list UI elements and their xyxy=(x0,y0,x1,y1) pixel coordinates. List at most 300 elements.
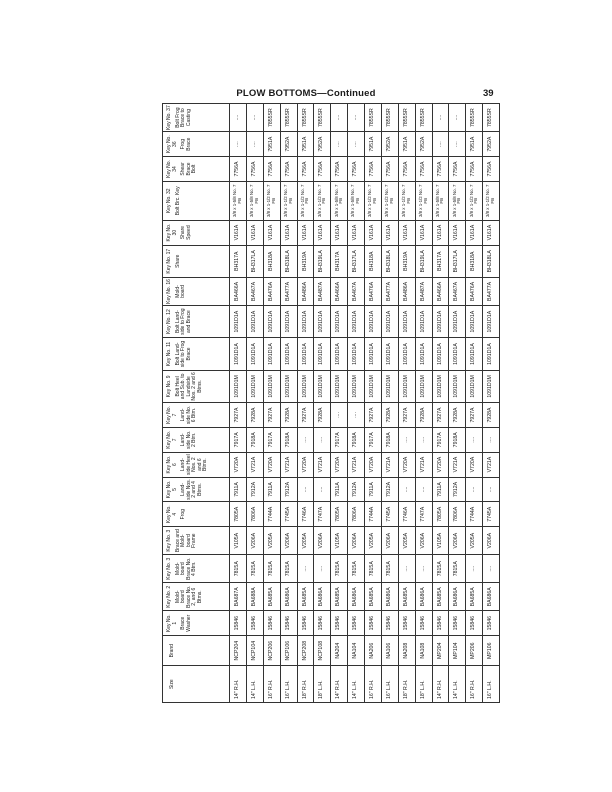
table-row xyxy=(398,104,415,703)
table-row xyxy=(365,104,382,703)
table-cell: NA104 xyxy=(348,636,365,666)
table-cell: V206A xyxy=(280,527,297,555)
table-cell: BA685A xyxy=(263,583,280,611)
table-cell: V720A xyxy=(365,452,382,477)
table-cell: 16" L.H. xyxy=(280,666,297,703)
table-cell: 7744A xyxy=(263,502,280,527)
table-cell: 7918A xyxy=(246,427,263,452)
table-cell: 1091D1M xyxy=(381,370,398,402)
table-cell: 7855SR xyxy=(381,104,398,132)
table-cell: V720A xyxy=(230,452,247,477)
table-cell: 7855SR xyxy=(398,104,415,132)
column-key-label: Key No. 7 xyxy=(166,430,178,449)
table-cell: BH317A xyxy=(331,245,348,277)
table-cell: 7745A xyxy=(483,502,500,527)
table-row xyxy=(432,104,449,703)
table-cell: 7756A xyxy=(314,157,331,182)
table-cell: 7951A xyxy=(297,132,314,157)
table-cell: V161A xyxy=(415,220,432,245)
column-description-label: Size xyxy=(169,679,175,690)
table-cell: BA476A xyxy=(365,277,382,305)
table-cell: 7912A xyxy=(246,477,263,502)
table-cell: 7756A xyxy=(398,157,415,182)
table-cell: 7745A xyxy=(381,502,398,527)
table-cell: 1091D1M xyxy=(314,370,331,402)
table-cell: 7952A xyxy=(381,132,398,157)
table-cell: 1091D1A xyxy=(314,305,331,337)
column-description-label: Land-side Nos. 2 and 4 Btms. xyxy=(180,479,203,500)
table-cell: 7815A xyxy=(348,555,365,583)
column-description-label: Bolt Heel and Sub. to Landside Nos. 2 and 6 Btms. xyxy=(174,372,203,401)
table-cell: 1091D1A xyxy=(398,305,415,337)
table-cell: 1091D1A xyxy=(483,305,500,337)
table-cell: V721A xyxy=(280,452,297,477)
column-header xyxy=(163,452,230,477)
table-cell: 7744A xyxy=(365,502,382,527)
table-cell: 3/8 x 1-1/2 No. 7 FB xyxy=(381,181,398,220)
table-cell: 3/8 x 1-1/2 No. 7 FB xyxy=(415,181,432,220)
table-cell: 15846 xyxy=(466,611,483,636)
table-cell: .... xyxy=(432,132,449,157)
column-header xyxy=(163,338,230,370)
table-cell: BH317LA xyxy=(246,245,263,277)
table-cell: .... xyxy=(246,132,263,157)
table-cell: V205A xyxy=(297,527,314,555)
table-cell: 1091D1M xyxy=(466,370,483,402)
table-cell: 1091D1A xyxy=(297,338,314,370)
table-cell: .... xyxy=(466,477,483,502)
table-cell: 7912A xyxy=(449,477,466,502)
table-cell: 18" R.H. xyxy=(297,666,314,703)
table-cell: .... xyxy=(230,104,247,132)
table-cell: 7952A xyxy=(280,132,297,157)
table-cell: 15846 xyxy=(297,611,314,636)
table-cell: .... xyxy=(398,427,415,452)
column-description-label: Shear Brace Bolt xyxy=(180,162,197,176)
table-cell: 3/8 x 1-5/8 No. 7 FB xyxy=(331,181,348,220)
table-cell: 15846 xyxy=(348,611,365,636)
table-cell: 7917A xyxy=(331,427,348,452)
table-cell: .... xyxy=(432,104,449,132)
table-cell: 1091D1A xyxy=(432,305,449,337)
table-cell: MP106 xyxy=(483,636,500,666)
table-cell: 7951A xyxy=(365,132,382,157)
table-cell: .... xyxy=(230,132,247,157)
table-cell: BA686A xyxy=(314,583,331,611)
column-header xyxy=(163,502,230,527)
table-cell: .... xyxy=(483,427,500,452)
table-cell: 18" R.H. xyxy=(398,666,415,703)
table-cell: BA685A xyxy=(365,583,382,611)
table-cell: BA486A xyxy=(297,277,314,305)
table-cell: 15846 xyxy=(246,611,263,636)
table-cell: .... xyxy=(466,427,483,452)
table-cell: 1091D1A xyxy=(348,338,365,370)
table-cell: V161A xyxy=(432,220,449,245)
table-cell: 7928A xyxy=(314,403,331,428)
table-row xyxy=(297,104,314,703)
column-key-label: Key No. 12 xyxy=(166,309,172,335)
table-cell: 1091D1A xyxy=(280,338,297,370)
table-cell: 15846 xyxy=(280,611,297,636)
table-cell: 1091D1M xyxy=(415,370,432,402)
column-key-label: Key No. 7 xyxy=(166,406,178,424)
table-cell: .... xyxy=(314,555,331,583)
table-cell: .... xyxy=(314,477,331,502)
table-cell: 7855SR xyxy=(263,104,280,132)
table-cell: 3/8 x 1-5/8 No. 7 FB xyxy=(449,181,466,220)
table-cell: 14" L.H. xyxy=(449,666,466,703)
table-cell: V161A xyxy=(348,220,365,245)
table-cell: 1091D1A xyxy=(331,338,348,370)
table-cell: 7927A xyxy=(365,403,382,428)
table-cell: 14" R.H. xyxy=(331,666,348,703)
table-cell: 7952A xyxy=(483,132,500,157)
column-header xyxy=(163,370,230,402)
column-header xyxy=(163,132,230,157)
table-cell: 15846 xyxy=(230,611,247,636)
table-cell: V720A xyxy=(331,452,348,477)
table-cell: 7756A xyxy=(449,157,466,182)
table-cell: 1091D1A xyxy=(381,338,398,370)
table-cell: 7756A xyxy=(331,157,348,182)
column-key-label: Key No. 17 xyxy=(166,248,172,274)
table-cell: BA685A xyxy=(432,583,449,611)
table-cell: BA467A xyxy=(246,277,263,305)
table-row xyxy=(381,104,398,703)
table-cell: 18" L.H. xyxy=(415,666,432,703)
table-cell: 7745A xyxy=(280,502,297,527)
table-cell: 7927A xyxy=(230,403,247,428)
table-cell: BH318A xyxy=(263,245,280,277)
table-cell: 7911A xyxy=(365,477,382,502)
table-cell: 7918A xyxy=(348,427,365,452)
table-cell: 7806A xyxy=(348,502,365,527)
table-cell: 7756A xyxy=(280,157,297,182)
table-cell: NCP106 xyxy=(280,636,297,666)
table-cell: NCP206 xyxy=(263,636,280,666)
table-row xyxy=(449,104,466,703)
table-cell: 16" R.H. xyxy=(365,666,382,703)
page-number: 39 xyxy=(483,88,494,99)
table-cell: 15846 xyxy=(449,611,466,636)
table-cell: BA466A xyxy=(331,277,348,305)
table-cell: 7815A xyxy=(246,555,263,583)
column-description-label: Mold-board Brace No. 2, and 6 Btms. xyxy=(174,585,203,608)
table-cell: 1091D1A xyxy=(331,305,348,337)
table-cell: 1091D1A xyxy=(449,338,466,370)
table-cell: .... xyxy=(297,477,314,502)
table-cell: .... xyxy=(415,555,432,583)
table-cell: 1091D1A xyxy=(246,305,263,337)
table-cell: V206A xyxy=(415,527,432,555)
table-cell: 1091D1A xyxy=(280,305,297,337)
table-cell: 7855SR xyxy=(297,104,314,132)
column-description-label: Bolt Land-side to Frog Brace xyxy=(174,340,192,368)
table-cell: 1091D1A xyxy=(230,338,247,370)
table-cell: 1091D1M xyxy=(348,370,365,402)
table-cell: BA477A xyxy=(483,277,500,305)
column-description-label: Mold-board Brace No. 4 Btm. xyxy=(174,557,197,580)
table-cell: NA108 xyxy=(415,636,432,666)
table-cell: V161A xyxy=(483,220,500,245)
table-cell: 14" R.H. xyxy=(230,666,247,703)
table-cell: 15846 xyxy=(331,611,348,636)
table-cell: BA688A xyxy=(246,583,263,611)
table-cell: .... xyxy=(449,132,466,157)
column-header xyxy=(163,157,230,182)
table-cell: 7815A xyxy=(381,555,398,583)
table-cell: .... xyxy=(483,477,500,502)
table-cell: BH319A xyxy=(398,245,415,277)
table-cell: 1091D1A xyxy=(314,338,331,370)
table-cell: V161A xyxy=(398,220,415,245)
table-cell: 15846 xyxy=(415,611,432,636)
table-cell: 14" R.H. xyxy=(432,666,449,703)
table-cell: V720A xyxy=(432,452,449,477)
table-cell: 18" L.H. xyxy=(314,666,331,703)
table-body xyxy=(230,104,500,703)
table-cell: 3/8 x 1-1/2 No. 7 FB xyxy=(280,181,297,220)
table-cell: BA685A xyxy=(297,583,314,611)
column-header xyxy=(163,583,230,611)
table-cell: 14" L.H. xyxy=(246,666,263,703)
table-cell: NCP204 xyxy=(230,636,247,666)
table-cell: 1091D1A xyxy=(263,338,280,370)
table-cell: BA686A xyxy=(348,583,365,611)
table-cell: 7927A xyxy=(398,403,415,428)
table-cell: 1091D1M xyxy=(449,370,466,402)
table-cell: BH317A xyxy=(230,245,247,277)
table-cell: 3/8 x 1-1/2 No. 7 FB xyxy=(398,181,415,220)
table-cell: 1091D1A xyxy=(415,305,432,337)
column-description-label: Brace and Mold-board Frame xyxy=(174,529,197,553)
column-description-label: Frog xyxy=(180,509,186,520)
table-cell: BH318A xyxy=(466,245,483,277)
table-cell: 7912A xyxy=(381,477,398,502)
table-cell: 15846 xyxy=(314,611,331,636)
table-cell: BA476A xyxy=(466,277,483,305)
table-cell: 15846 xyxy=(432,611,449,636)
column-key-label: Key No. 2 xyxy=(166,585,172,608)
table-cell: 7805A xyxy=(331,502,348,527)
table-cell: 3/8 x 1-5/8 No. 7 FB xyxy=(230,181,247,220)
table-cell: V205A xyxy=(398,527,415,555)
table-cell: V161A xyxy=(381,220,398,245)
table-cell: 7951A xyxy=(263,132,280,157)
table-cell: 15846 xyxy=(483,611,500,636)
table-cell: V721A xyxy=(381,452,398,477)
column-header xyxy=(163,277,230,305)
table-cell: NCP208 xyxy=(297,636,314,666)
table-cell: .... xyxy=(398,477,415,502)
table-cell: 14" L.H. xyxy=(348,666,365,703)
table-cell: .... xyxy=(331,403,348,428)
table-cell: 1091D1M xyxy=(297,370,314,402)
table-row xyxy=(246,104,263,703)
table-cell: V206A xyxy=(314,527,331,555)
table-cell: .... xyxy=(348,132,365,157)
table-cell: NA206 xyxy=(365,636,382,666)
table-cell: BA685A xyxy=(398,583,415,611)
table-cell: 1091D1A xyxy=(415,338,432,370)
table-cell: BH318LA xyxy=(483,245,500,277)
table-cell: 1091D1A xyxy=(466,305,483,337)
column-key-label: Key No. 5 xyxy=(166,480,178,499)
table-cell: 7928A xyxy=(415,403,432,428)
parts-table-frame xyxy=(162,103,500,703)
table-cell: 7805A xyxy=(230,502,247,527)
column-header xyxy=(163,220,230,245)
column-header xyxy=(163,403,230,428)
table-cell: BA487A xyxy=(415,277,432,305)
table-cell: BA686A xyxy=(415,583,432,611)
table-cell: 3/8 x 1-1/2 No. 7 FB xyxy=(263,181,280,220)
table-cell: 3/8 x 1-5/8 No. 7 FB xyxy=(348,181,365,220)
table-cell: V161A xyxy=(263,220,280,245)
table-cell: V206A xyxy=(381,527,398,555)
table-cell: V161A xyxy=(449,220,466,245)
table-cell: V721A xyxy=(449,452,466,477)
column-header xyxy=(163,636,230,666)
table-cell: 3/8 x 1-5/8 No. 7 FB xyxy=(246,181,263,220)
table-cell: BH317LA xyxy=(348,245,365,277)
table-cell: 7756A xyxy=(263,157,280,182)
table-cell: V105A xyxy=(230,527,247,555)
table-cell: NA204 xyxy=(331,636,348,666)
table-cell: V206A xyxy=(449,527,466,555)
table-cell: V105A xyxy=(432,527,449,555)
table-cell: V720A xyxy=(263,452,280,477)
table-cell: 1091D1M xyxy=(263,370,280,402)
table-cell: V205A xyxy=(466,527,483,555)
table-cell: V721A xyxy=(246,452,263,477)
table-cell: 15846 xyxy=(381,611,398,636)
table-cell: 7928A xyxy=(381,403,398,428)
table-cell: 7911A xyxy=(331,477,348,502)
table-cell: 1091D1A xyxy=(483,338,500,370)
column-key-label: Key No. 32 xyxy=(166,188,172,214)
table-cell: 7806A xyxy=(449,502,466,527)
table-cell: 7912A xyxy=(280,477,297,502)
table-cell: V161A xyxy=(331,220,348,245)
column-description-label: Mold-board xyxy=(174,285,186,298)
table-cell: MP104 xyxy=(449,636,466,666)
table-cell: 7756A xyxy=(230,157,247,182)
table-cell: 7815A xyxy=(263,555,280,583)
table-cell: 7756A xyxy=(415,157,432,182)
table-cell: 7806A xyxy=(246,502,263,527)
column-key-label: Key No. 9 xyxy=(166,375,172,398)
column-key-label: Key No. 1 xyxy=(166,614,178,633)
table-cell: BA685A xyxy=(466,583,483,611)
table-cell: 1091D1A xyxy=(263,305,280,337)
table-cell: 7855SR xyxy=(415,104,432,132)
table-cell: 7952A xyxy=(314,132,331,157)
table-cell: 16" R.H. xyxy=(263,666,280,703)
table-cell: 7918A xyxy=(381,427,398,452)
table-cell: BA686A xyxy=(483,583,500,611)
table-row xyxy=(348,104,365,703)
table-cell: 16" R.H. xyxy=(466,666,483,703)
table-cell: 3/8 x 1-1/2 No. 7 FB xyxy=(314,181,331,220)
table-cell: 7928A xyxy=(449,403,466,428)
column-key-label: Key No. 34 xyxy=(166,160,178,178)
table-cell: V721A xyxy=(483,452,500,477)
table-cell: 1091D1A xyxy=(348,305,365,337)
table-cell: 1091D1M xyxy=(230,370,247,402)
table-cell: NCP104 xyxy=(246,636,263,666)
table-cell: BA476A xyxy=(263,277,280,305)
table-cell: 7912A xyxy=(348,477,365,502)
table-cell: BA467A xyxy=(348,277,365,305)
table-cell: 7747A xyxy=(314,502,331,527)
column-description-label: Brand xyxy=(169,644,175,658)
table-cell: .... xyxy=(348,403,365,428)
table-cell: 7805A xyxy=(432,502,449,527)
column-key-label: Key No. 37 xyxy=(166,105,172,130)
table-cell: 7756A xyxy=(348,157,365,182)
table-cell: BH317A xyxy=(432,245,449,277)
table-cell: BA477A xyxy=(381,277,398,305)
table-cell: 7815A xyxy=(280,555,297,583)
column-description-label: Frog Brace xyxy=(180,137,192,151)
table-cell: V206A xyxy=(348,527,365,555)
table-cell: NA208 xyxy=(398,636,415,666)
table-cell: 3/8 x 1-1/2 No. 7 FB xyxy=(365,181,382,220)
table-cell: .... xyxy=(415,427,432,452)
column-header xyxy=(163,611,230,636)
table-cell: V161A xyxy=(365,220,382,245)
table-cell: BA686A xyxy=(280,583,297,611)
column-header xyxy=(163,477,230,502)
table-cell: BA685A xyxy=(331,583,348,611)
column-description-label: Brace Washer xyxy=(180,614,192,632)
table-cell: BA486A xyxy=(398,277,415,305)
table-cell: 1091D1M xyxy=(398,370,415,402)
table-cell: 1091D1M xyxy=(432,370,449,402)
column-description-label: Bolt Frog Brace to Casting xyxy=(174,107,192,128)
table-cell: V205A xyxy=(365,527,382,555)
table-row xyxy=(280,104,297,703)
rotated-table-container xyxy=(162,103,500,703)
table-cell: 7918A xyxy=(449,427,466,452)
column-key-label: Key No. 6 xyxy=(166,455,178,474)
table-cell: BH318LA xyxy=(381,245,398,277)
table-cell: 7928A xyxy=(483,403,500,428)
table-cell: 7911A xyxy=(230,477,247,502)
table-cell: 7917A xyxy=(432,427,449,452)
table-cell: 7756A xyxy=(483,157,500,182)
table-cell: 7855SR xyxy=(483,104,500,132)
column-description-label: Land-side No. 2 Btm. xyxy=(180,430,197,449)
table-cell: 7756A xyxy=(365,157,382,182)
table-cell: 15846 xyxy=(263,611,280,636)
table-cell: .... xyxy=(348,104,365,132)
table-cell: 7911A xyxy=(432,477,449,502)
table-cell: .... xyxy=(466,555,483,583)
table-cell: 3/8 x 1-1/2 No. 7 FB xyxy=(466,181,483,220)
table-cell: 3/8 x 1-1/2 No. 7 FB xyxy=(297,181,314,220)
table-header-row xyxy=(163,104,230,703)
column-header xyxy=(163,555,230,583)
table-cell: 1091D1M xyxy=(365,370,382,402)
table-cell: V161A xyxy=(314,220,331,245)
table-cell: BA686A xyxy=(449,583,466,611)
table-cell: .... xyxy=(331,104,348,132)
table-row xyxy=(415,104,432,703)
table-cell: 7917A xyxy=(365,427,382,452)
